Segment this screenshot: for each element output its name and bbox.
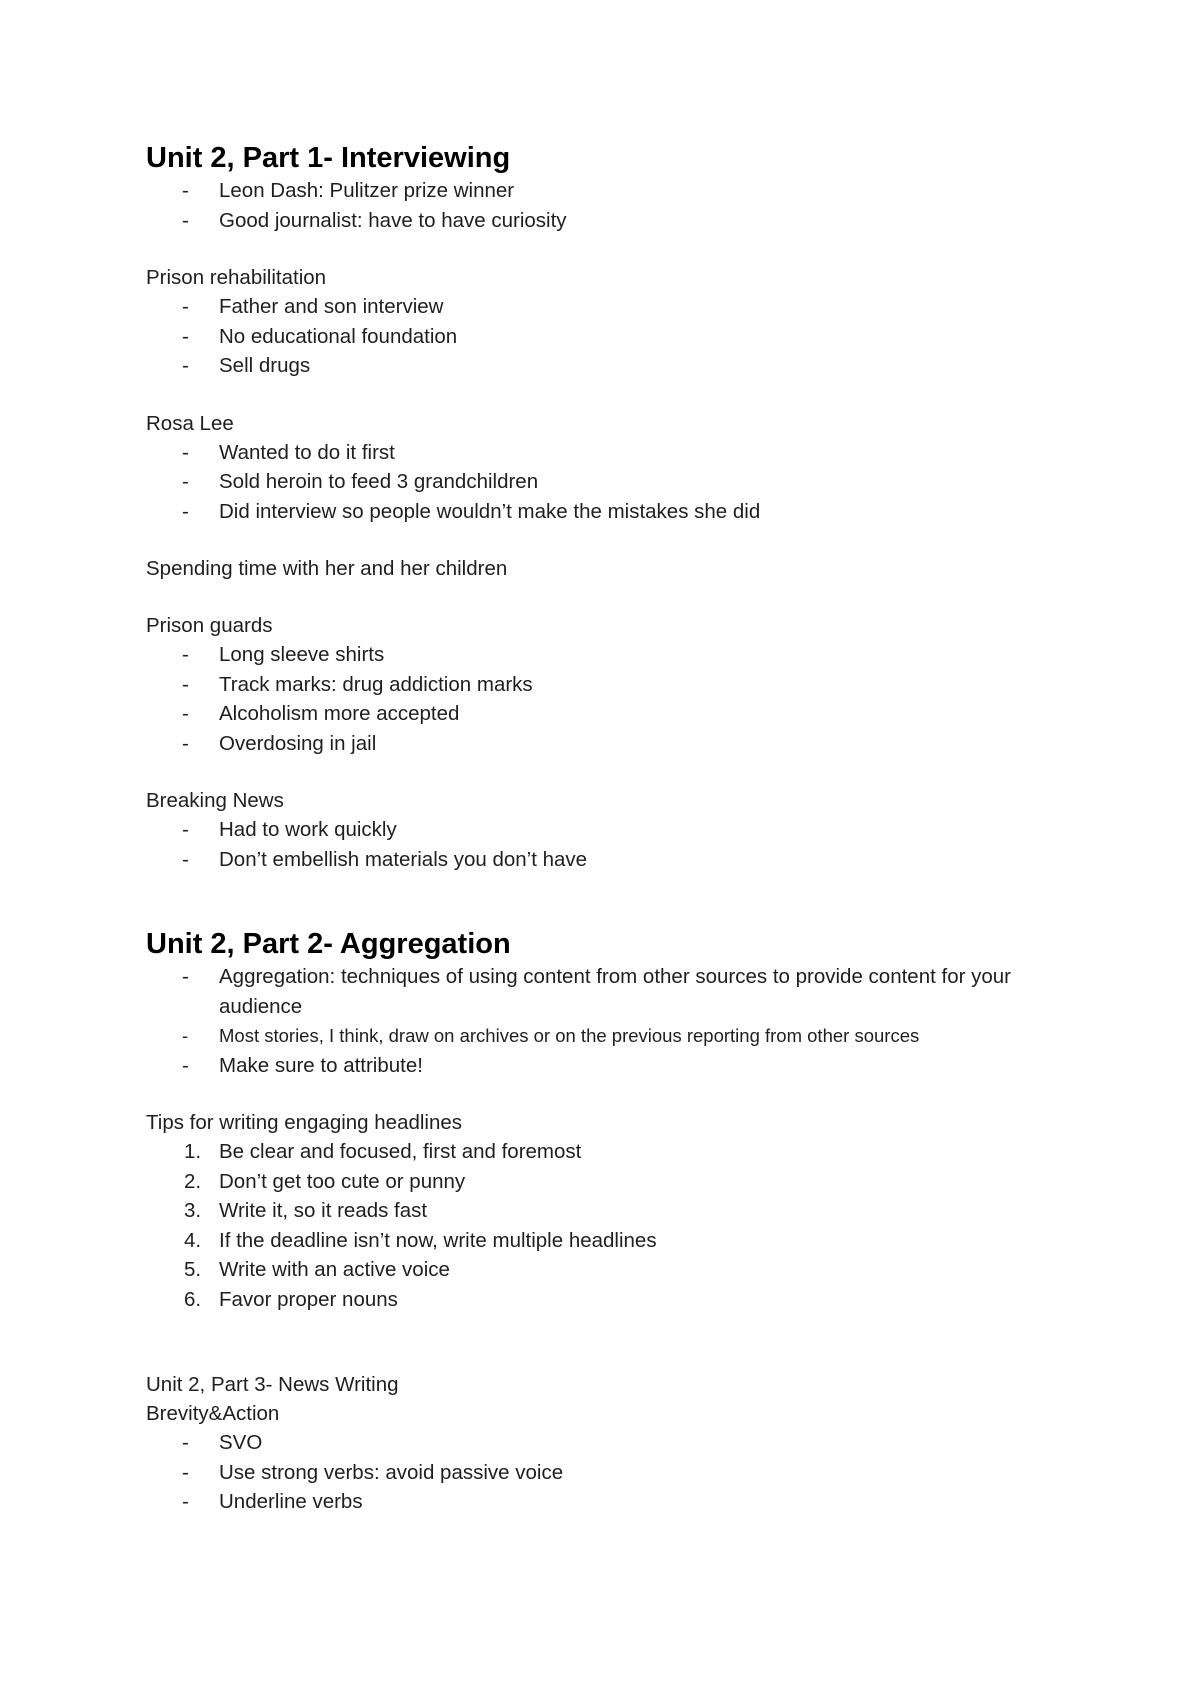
list-item: - Track marks: drug addiction marks (146, 670, 1066, 700)
list-item: - Had to work quickly (146, 815, 1066, 845)
list-item: - Sell drugs (146, 351, 1066, 381)
list-item: - Father and son interview (146, 292, 1066, 322)
spending-time-text: Spending time with her and her children (146, 557, 508, 580)
list-number: 6. (184, 1287, 202, 1311)
bullet-marker: - (182, 818, 189, 841)
list-item: - Most stories, I think, draw on archives or on the previous reporting from other sources (146, 1021, 1066, 1051)
list-item: - Good journalist: have to have curiosity (146, 206, 1066, 236)
list-number: 5. (184, 1258, 202, 1281)
list-number: 2. (184, 1169, 202, 1193)
unit1-title: Unit 2, Part 1- Interviewing (146, 142, 511, 174)
list-item: - Alcoholism more accepted (146, 699, 1066, 729)
list-item: - No educational foundation (146, 322, 1066, 352)
unit2-title: Unit 2, Part 2- Aggregation (146, 928, 511, 960)
bullet-marker: - (182, 440, 189, 464)
bullet-marker: - (182, 324, 189, 348)
list-item: 3. Write it, so it reads fast (146, 1196, 1066, 1226)
tips-list (146, 1137, 1066, 1314)
bullet-marker: - (182, 731, 189, 755)
unit3-list (146, 1428, 1066, 1517)
bullet-marker: - (182, 470, 189, 493)
rosa-lee-heading: Rosa Lee (146, 411, 234, 435)
bullet-marker: - (182, 1025, 189, 1046)
list-item: - Overdosing in jail (146, 729, 1066, 759)
list-item: - Leon Dash: Pulitzer prize winner (146, 176, 1066, 206)
prison-rehab-heading: Prison rehabilitation (146, 266, 327, 289)
bullet-marker: - (182, 354, 189, 377)
list-item: - Sold heroin to feed 3 grandchildren (146, 467, 1066, 497)
bullet-marker: - (182, 295, 189, 318)
list-number: 3. (184, 1199, 202, 1222)
tips-heading: Tips for writing engaging headlines (146, 1111, 463, 1134)
bullet-marker: - (182, 1490, 189, 1513)
unit1-intro-list (146, 176, 1066, 235)
list-item: 4. If the deadline isn’t now, write multiple headlines (146, 1226, 1066, 1256)
bullet-marker: - (182, 1460, 189, 1484)
breaking-news-list (146, 815, 1066, 874)
bullet-marker: - (182, 179, 189, 202)
bullet-marker: - (182, 702, 189, 725)
list-item: - Use strong verbs: avoid passive voice (146, 1458, 1066, 1488)
bullet-marker: - (182, 499, 189, 523)
bullet-marker: - (182, 847, 189, 871)
bullet-marker: - (182, 208, 189, 232)
prison-guards-list (146, 640, 1066, 758)
unit2-list (146, 962, 1066, 1080)
list-item: 1. Be clear and focused, first and foremost (146, 1137, 1066, 1167)
list-item: - Make sure to attribute! (146, 1051, 1066, 1081)
list-number: 4. (184, 1228, 202, 1252)
bullet-marker: - (182, 1053, 189, 1077)
document-page (146, 140, 1066, 1517)
bullet-marker: - (182, 643, 189, 666)
list-item: - Aggregation: techniques of using content from other sources to provide content for your audience (146, 962, 1066, 1021)
unit3-subheading: Brevity&Action (146, 1402, 280, 1425)
bullet-marker: - (182, 672, 189, 696)
prison-guards-heading: Prison guards (146, 614, 273, 637)
unit3-title: Unit 2, Part 3- News Writing (146, 1373, 399, 1396)
list-item: 5. Write with an active voice (146, 1255, 1066, 1285)
list-item: - Underline verbs (146, 1487, 1066, 1517)
prison-rehab-list (146, 292, 1066, 381)
list-item: - Don’t embellish materials you don’t have (146, 845, 1066, 875)
list-number: 1. (184, 1140, 202, 1163)
bullet-marker: - (182, 965, 189, 988)
rosa-lee-list (146, 438, 1066, 527)
list-item: - Did interview so people wouldn’t make the mistakes she did (146, 497, 1066, 527)
list-item: 2. Don’t get too cute or punny (146, 1167, 1066, 1197)
bullet-marker: - (182, 1431, 189, 1454)
list-item: - Long sleeve shirts (146, 640, 1066, 670)
breaking-news-heading: Breaking News (146, 789, 284, 812)
list-item: - SVO (146, 1428, 1066, 1458)
list-item: - Wanted to do it first (146, 438, 1066, 468)
list-item: 6. Favor proper nouns (146, 1285, 1066, 1315)
